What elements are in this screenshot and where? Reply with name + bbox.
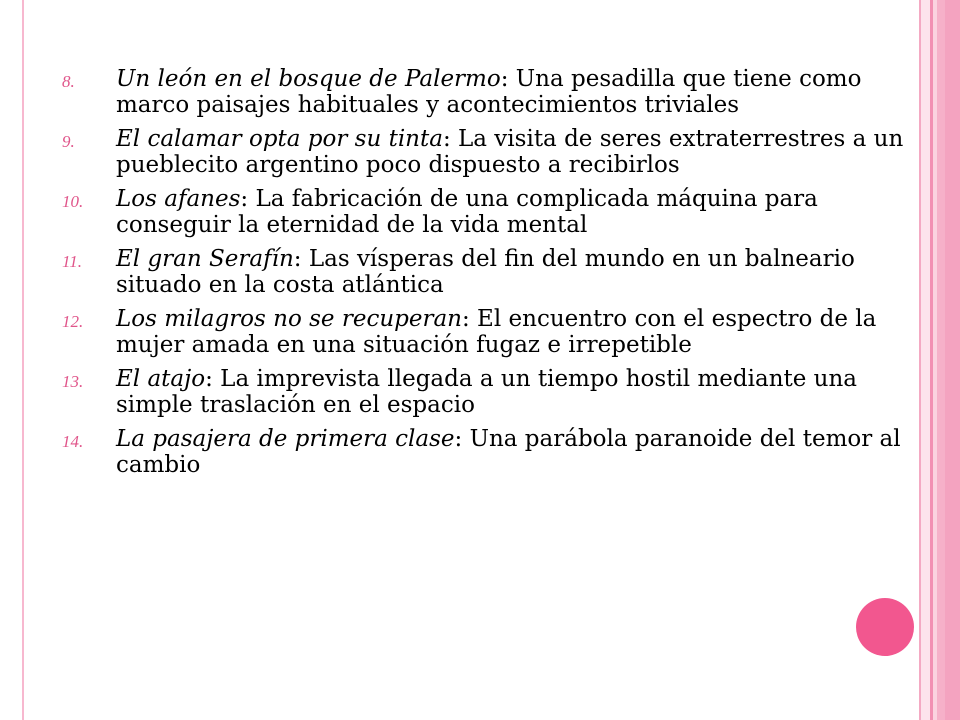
right-stripe <box>921 0 930 720</box>
story-description: : El encuentro con el espectro de la mujer amada en una situación fugaz e irrepetible <box>116 306 877 358</box>
story-description: : Una parábola paranoide del temor al cambio <box>116 426 901 478</box>
list-item <box>62 126 912 178</box>
right-stripe <box>945 0 960 720</box>
list-number: 9. <box>62 132 75 151</box>
list-item <box>62 426 912 478</box>
story-title: Los milagros no se recuperan <box>116 306 462 332</box>
list-number: 10. <box>62 192 84 211</box>
right-stripe <box>937 0 945 720</box>
story-description: : La imprevista llegada a un tiempo hostil mediante una simple traslación en el espacio <box>116 366 858 418</box>
story-title: Un león en el bosque de Palermo <box>116 66 501 92</box>
left-border-line <box>22 0 24 720</box>
list-item <box>62 366 912 418</box>
list-number: 12. <box>62 312 84 331</box>
list-number: 8. <box>62 72 75 91</box>
story-description: : Una pesadilla que tiene como marco paisajes habituales y acontecimientos triviales <box>116 66 862 118</box>
story-title: Los afanes <box>116 186 241 212</box>
story-title: El calamar opta por su tinta <box>116 126 443 152</box>
story-title: El gran Serafín <box>116 246 294 272</box>
story-description: : La fabricación de una complicada máquina para conseguir la eternidad de la vida mental <box>116 186 818 238</box>
story-description: : Las vísperas del fin del mundo en un balneario situado en la costa atlántica <box>116 246 855 298</box>
list-number: 14. <box>62 432 84 451</box>
list-item <box>62 66 912 118</box>
decorative-circle <box>856 598 914 656</box>
story-list <box>62 66 912 486</box>
story-title: El atajo <box>116 366 206 392</box>
list-item <box>62 186 912 238</box>
story-title: La pasajera de primera clase <box>116 426 455 452</box>
list-item <box>62 246 912 298</box>
list-item <box>62 306 912 358</box>
list-number: 11. <box>62 252 82 271</box>
list-number: 13. <box>62 372 84 391</box>
story-description: : La visita de seres extraterrestres a un pueblecito argentino poco dispuesto a recibirlos <box>116 126 904 178</box>
